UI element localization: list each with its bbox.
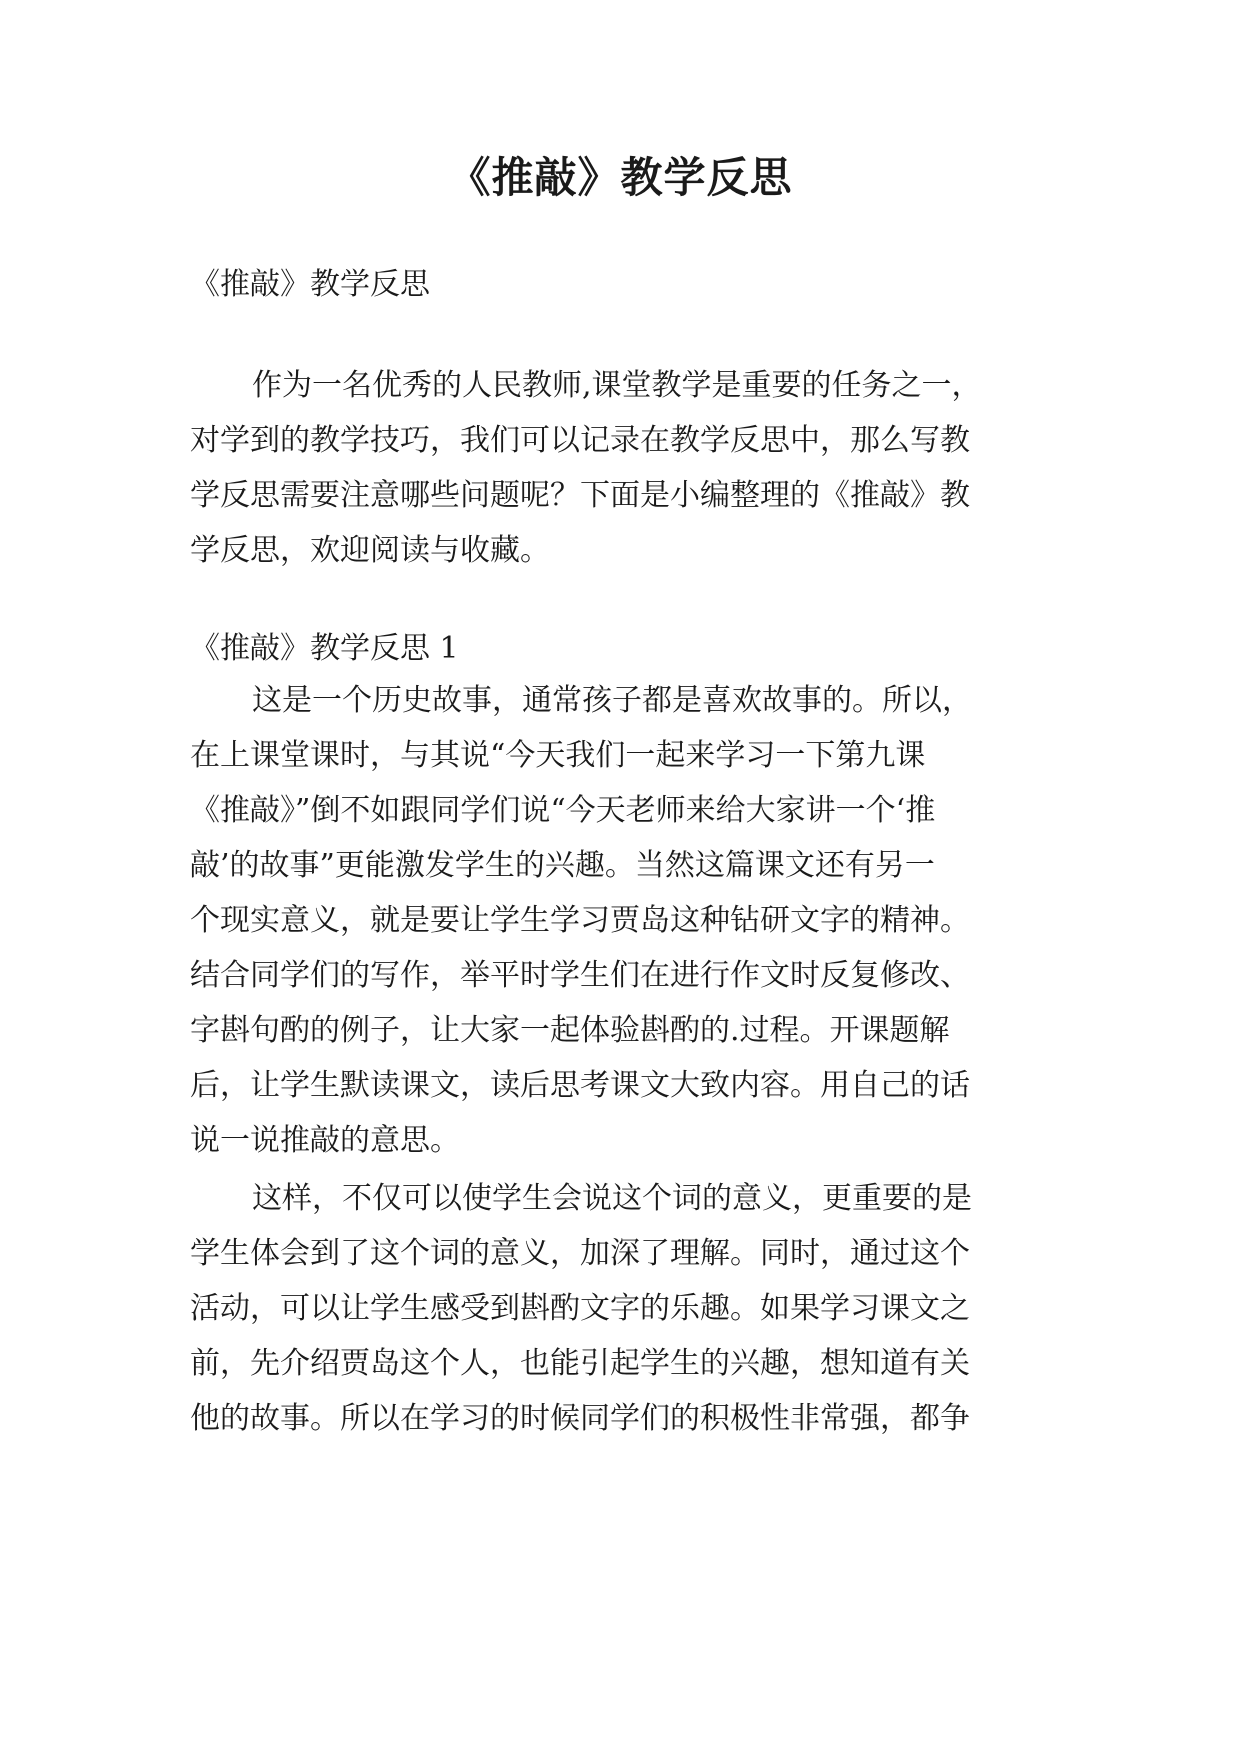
text-line: 前，先介绍贾岛这个人，也能引起学生的兴趣，想知道有关: [190, 1346, 970, 1381]
section-heading: 《推敲》教学反思 1: [190, 631, 459, 666]
text-line: 这样，不仅可以使学生会说这个词的意义，更重要的是: [252, 1181, 972, 1216]
text-line: 学反思，欢迎阅读与收藏。: [190, 533, 550, 568]
text-line: 学反思需要注意哪些问题呢？下面是小编整理的《推敲》教: [190, 478, 970, 513]
text-line: 结合同学们的写作，举平时学生们在进行作文时反复修改、: [190, 958, 970, 993]
text-line: 他的故事。所以在学习的时候同学们的积极性非常强，都争: [190, 1401, 970, 1436]
text-line: 后，让学生默读课文，读后思考课文大致内容。用自己的话: [190, 1068, 970, 1103]
text-line: 作为一名优秀的人民教师,课堂教学是重要的任务之一，: [252, 368, 982, 403]
text-line: 《推敲》”倒不如跟同学们说“今天老师来给大家讲一个‘推: [190, 793, 936, 828]
document-subtitle: 《推敲》教学反思: [190, 267, 430, 302]
document-title: 《推敲》教学反思: [448, 153, 793, 202]
text-line: 在上课堂课时，与其说“今天我们一起来学习一下第九课: [190, 738, 926, 773]
text-line: 说一说推敲的意思。: [190, 1123, 460, 1158]
text-line: 学生体会到了这个词的意义，加深了理解。同时，通过这个: [190, 1236, 970, 1271]
text-line: 活动，可以让学生感受到斟酌文字的乐趣。如果学习课文之: [190, 1291, 970, 1326]
text-line: 字斟句酌的例子，让大家一起体验斟酌的.过程。开课题解: [190, 1013, 950, 1048]
text-line: 个现实意义，就是要让学生学习贾岛这种钻研文字的精神。: [190, 903, 970, 938]
text-line: 这是一个历史故事，通常孩子都是喜欢故事的。所以，: [252, 683, 972, 718]
text-line: 敲’的故事”更能激发学生的兴趣。当然这篇课文还有另一: [190, 848, 935, 883]
text-line: 对学到的教学技巧，我们可以记录在教学反思中，那么写教: [190, 423, 970, 458]
